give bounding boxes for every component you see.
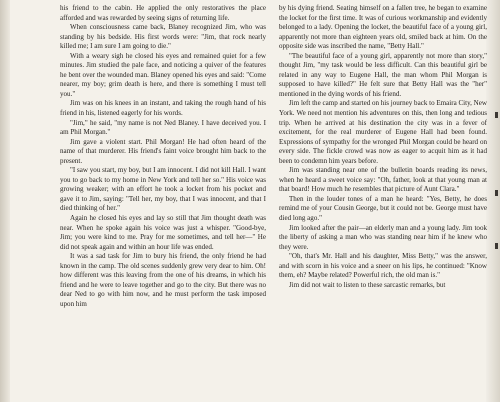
page-edge-mark <box>495 112 498 118</box>
page-binding-shadow <box>0 0 10 402</box>
page-edge-mark <box>495 243 498 249</box>
paragraph: his friend to the cabin. He applied the only restoratives the place afforded and was rewarded by seeing signs of returning life. <box>60 4 266 22</box>
paragraph: "Oh, that's Mr. Hall and his daughter, Miss Betty," was the answer, and with scorn in his voice and a sneer on his lips, he continued: "Know them, eh? Maybe related? Powerful rich, the old man is." <box>279 252 487 280</box>
paragraph: Jim gave a violent start. Phil Morgan! He had often heard of the name of that murderer. His friend's faint voice brought him back to the present. <box>60 137 266 165</box>
paragraph: With a weary sigh he closed his eyes and remained quiet for a few minutes. Jim studied the pale face, and noticing a quiver of the features he bent over the wounded man. Blaney opened his eyes and said: "Come nearer, my boy; grim death is here, and there is something I must tell you." <box>60 51 266 98</box>
paragraph: Jim was standing near one of the bulletin boards reading its news, when he heard a sweet voice say: "Oh, father, look at that young man at that board! How much he resembles that picture of Aunt Clara." <box>279 166 487 194</box>
paragraph: Jim did not wait to listen to these sarcastic remarks, but <box>289 280 446 289</box>
left-text-column <box>60 4 266 310</box>
paragraph: It was a sad task for Jim to bury his friend, the only friend he had known in the camp. The old scenes suddenly grew very dear to him. Oh! how different was this leaving from the one of his dreams, in which his friend and he were to leave together and go to the city. But there was no dear Ned to go with him now, and he must perform the task imposed upon him <box>60 252 266 308</box>
paragraph: "I saw you start, my boy, but I am innocent. I did not kill Hall. I want you to go back to my home in New York and tell her so." His voice was growing weaker; with an effort he took a locket from his pocket and gave it to Jim, saying: "Tell her, my boy, that I was innocent, and that I died thinking of her." <box>60 166 266 213</box>
paragraph: Jim left the camp and started on his journey back to Emaira City, New York. We need not mention his adventures on this, then long and tedious trip. When he arrived at his destination the city was in a fever of excitement, for the real murderer of Eugene Hall had been found. Expressions of sympathy for the wronged Phil Morgan could be heard on every side. The fickle crowd was now as eager to acquit him as it had been to condemn him years before. <box>279 99 487 165</box>
paragraph: "Jim," he said, "my name is not Ned Blaney. I have deceived you. I am Phil Morgan." <box>60 118 266 137</box>
page-fore-edge <box>486 0 500 402</box>
paragraph: "The beautiful face of a young girl, apparently not more than story," thought Jim, "my task would be less difficult. Can this beautiful girl be related in any way to Eugene Hall, the man whom Phil Morgan is supposed to have killed?" He felt sure that Betty Hall was the "her" mentioned in the dying words of his friend. <box>279 51 487 98</box>
paragraph: When consciousness came back, Blaney recognized Jim, who was standing by his bedside. His first words were: "Jim, that rock nearly killed me; I am sure I am going to die." <box>60 23 266 51</box>
paragraph: Then in the louder tones of a man he heard: "Yes, Betty, he does remind me of your Cousin George, but it could not be. George must have died long ago." <box>279 194 487 223</box>
right-text-column <box>279 4 487 290</box>
paragraph: Jim was on his knees in an instant, and taking the rough hand of his friend in his, listened eagerly for his words. <box>60 99 266 118</box>
paragraph: Jim looked after the pair—an elderly man and a young lady. Jim took the liberty of asking a man who was standing near him if he knew who they were. <box>279 223 487 251</box>
page-edge-mark <box>495 190 498 196</box>
paragraph: by his dying friend. Seating himself on a fallen tree, he began to examine the locket for the first time. It was of curious workmanship and evidently belonged to a lady. Opening the locket, the beautiful face of a young girl, apparently not more than eighteen years old, smiled back at him. On the opposite side was inscribed the name, "Betty Hall." <box>279 4 487 51</box>
paragraph: Again he closed his eyes and lay so still that Jim thought death was near. When he spoke again his voice was just a whisper. "Good-bye, Jim; you were kind to me. Pray for me sometimes, and tell her—" He did not speak again and within an hour life was ended. <box>60 214 266 251</box>
